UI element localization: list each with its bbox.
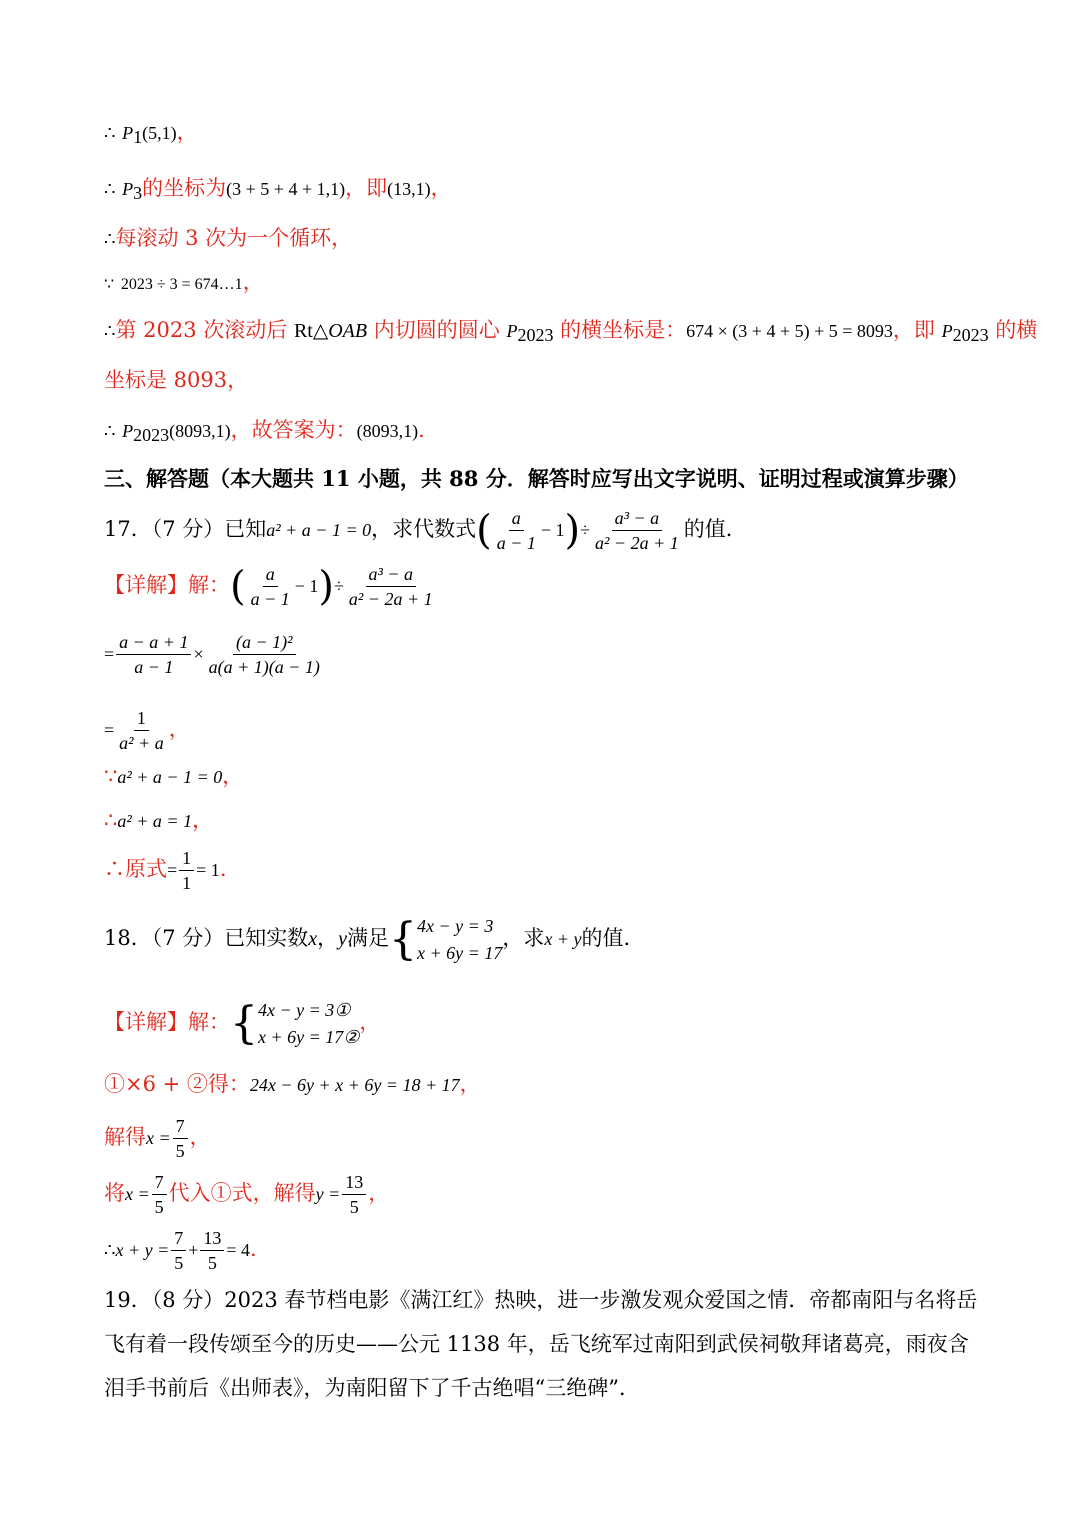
q18-step-3: 将x = $\frac{7}{5}$ 代入①式，解得y = $\frac{13}{5}$ ， bbox=[104, 1172, 390, 1217]
question-17: 17．（7 分）已知a² + a − 1 = 0，求代数式( $\frac{a}{a - 1}$ − 1)÷ $\frac{\text{a³ − a}}{\text{a² − 2a + 1}}$ 的值． bbox=[104, 507, 747, 554]
fraction: $\frac{a}{a - 1}$ bbox=[496, 508, 536, 553]
q17-step-2: = $\frac{1}{\text{a² + a}}$ ， bbox=[104, 708, 190, 753]
q17-step-5: ∴原式= $\frac{1}{1}$ = 1. bbox=[104, 848, 227, 893]
question-18: 18．（7 分）已知实数x，y满足 { 4x − y = 3 x + 6y = 17 ，求x + y的值． bbox=[104, 913, 645, 965]
q17-step-3: ∵a² + a − 1 = 0， bbox=[104, 764, 244, 788]
section-title: 三、解答题（本大题共 11 小题，共 88 分．解答时应写出文字说明、证明过程或演算步骤） bbox=[104, 466, 969, 491]
line-division: ∵ 2023 ÷ 3 = 674…1， bbox=[104, 270, 264, 294]
fraction: $\frac{13}{5}$ bbox=[342, 1171, 366, 1218]
fraction: $\frac{7}{5}$ bbox=[173, 1115, 188, 1162]
q17-step-4: ∴a² + a = 1， bbox=[104, 808, 214, 832]
equation-system: { 4x − y = 3 x + 6y = 17 bbox=[389, 913, 503, 965]
fraction: $\frac{1}{\text{a² + a}}$ bbox=[119, 708, 164, 753]
fraction: $\frac{a - a + 1}{a - 1}$ bbox=[116, 631, 191, 678]
paren-open: ( bbox=[230, 563, 246, 610]
fraction: $\frac{7}{5}$ bbox=[171, 1227, 186, 1274]
q18-step-2: 解得x = $\frac{7}{5}$ ， bbox=[104, 1116, 211, 1161]
q18-detail: 【详解】解： { 4x − y = 3① x + 6y = 17② ， bbox=[104, 997, 381, 1049]
paren-open: ( bbox=[476, 507, 492, 554]
line-answer: ∴ $P_{2023}(8093,1)$，故答案为：(8093,1). bbox=[104, 418, 425, 445]
paren-close: ) bbox=[318, 563, 335, 610]
q18-step-4: ∴x + y = $\frac{7}{5}$ + $\frac{13}{5}$ = 4. bbox=[104, 1228, 257, 1273]
q17-step-1: = $\frac{a - a + 1}{a - 1}$ × $\frac{\text{(a − 1)²}}{a(a + 1)(a - 1)}$ bbox=[104, 626, 325, 681]
line-2023-roll: ∴第 2023 次滚动后 Rt△OAB 内切圆的圆心 $P_{2023}$ 的横坐标是：674 × (3 + 4 + 5) + 5 = 8093，即 $P_{2023}$ 的横 bbox=[104, 318, 1038, 345]
fraction: $\frac{\text{a³ − a}}{\text{a² − 2a + 1}}$ bbox=[348, 564, 433, 609]
line-p3: ∴ $P_3$的坐标为(3 + 5 + 4 + 1,1)，即(13,1)， bbox=[104, 176, 452, 203]
fraction: $\frac{\text{a³ − a}}{\text{a² − 2a + 1}}$ bbox=[595, 508, 679, 553]
line-p1: ∴ $P_1(5,1)$， bbox=[104, 120, 198, 147]
fraction: $\frac{7}{5}$ bbox=[152, 1171, 167, 1218]
paren-close: ) bbox=[564, 507, 581, 554]
fraction: $\frac{a}{a - 1}$ bbox=[250, 564, 290, 609]
line-8093: 坐标是 8093， bbox=[104, 368, 249, 392]
fraction: $\frac{\text{(a − 1)²}}{a(a + 1)(a - 1)}$ bbox=[208, 632, 320, 677]
question-19: 19．（8 分）2023 春节档电影《满江红》热映，进一步激发观众爱国之情．帝都南阳与名将岳飞有着一段传颂至今的历史——公元 1138 年，岳飞统军过南阳到武侯祠敬拜诸葛亮，雨夜含泪手书前后《出师表》，为南阳留下了千古绝唱“三绝碑”． bbox=[104, 1288, 978, 1400]
line-cycle: ∴每滚动 3 次为一个循环， bbox=[104, 226, 353, 250]
equation-system: { 4x − y = 3① x + 6y = 17② bbox=[230, 997, 360, 1049]
q17-detail: 【详解】解：( $\frac{a}{a - 1}$ − 1)÷ $\frac{\text{a³ − a}}{\text{a² − 2a + 1}}$ bbox=[104, 558, 438, 613]
q18-step-1: ①×6 + ②得：24x − 6y + x + 6y = 18 + 17， bbox=[104, 1072, 481, 1096]
fraction: $\frac{1}{1}$ bbox=[179, 847, 194, 894]
fraction: $\frac{13}{5}$ bbox=[200, 1227, 224, 1274]
